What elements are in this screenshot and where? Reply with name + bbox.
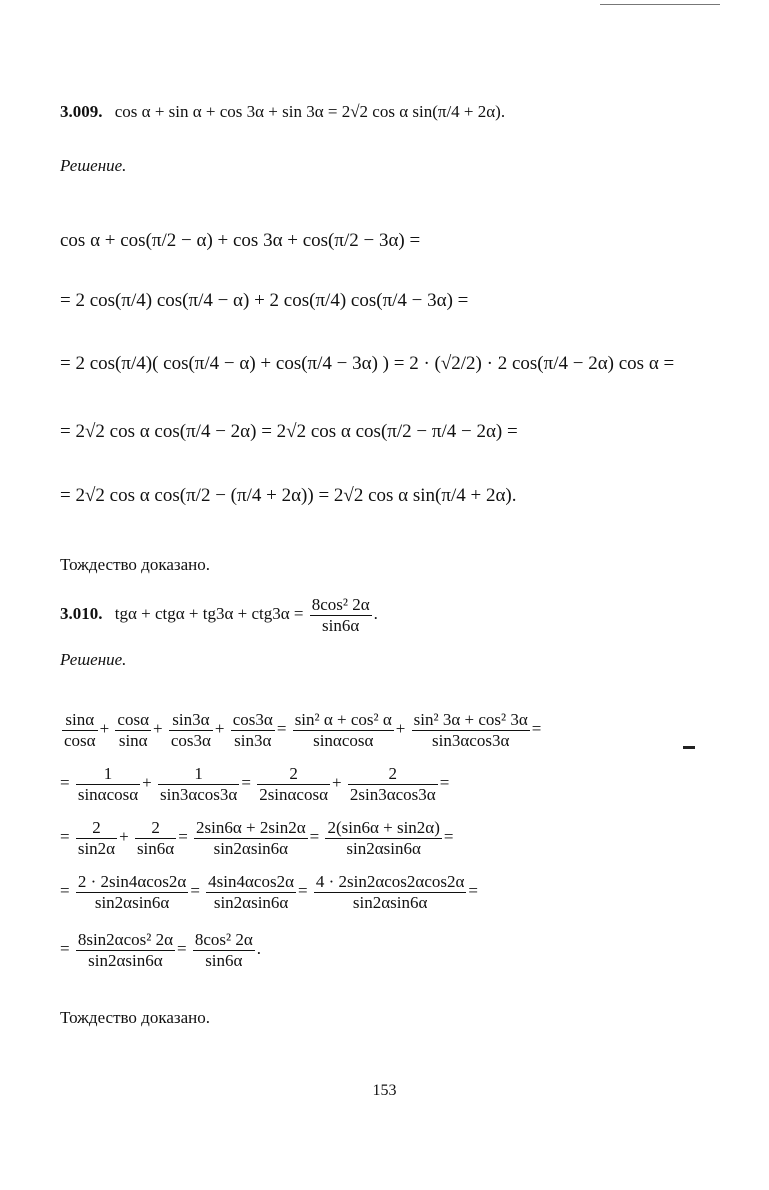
denominator: sin2αsin6α: [206, 892, 296, 913]
solution-label: Решение.: [60, 650, 127, 669]
numerator: 2: [92, 818, 101, 837]
fraction: [325, 818, 441, 858]
denominator: cos3α: [170, 730, 211, 750]
problem-statement: cos α + sin α + cos 3α + sin 3α = 2√2 cos α sin(π/4 + 2α).: [114, 102, 506, 121]
denominator: sin6α: [136, 838, 175, 858]
numerator: 1: [194, 764, 203, 783]
fraction: [158, 764, 239, 804]
fraction: [169, 710, 213, 750]
solution-label: Решение.: [60, 156, 127, 175]
numerator: 8cos² 2α: [194, 930, 253, 949]
problem-number: 3.009.: [60, 102, 103, 121]
denominator: sin6α: [310, 615, 372, 636]
problem-3009: [60, 102, 505, 122]
scan-line: [600, 4, 720, 5]
numerator: 2: [289, 764, 298, 783]
solution-line: = 2√2 cos α cos(π/2 − (π/4 + 2α)) = 2√2 cos α sin(π/4 + 2α).: [60, 485, 517, 506]
fraction: [193, 930, 255, 970]
numerator: 2: [151, 818, 160, 837]
denominator: sinαcosα: [77, 784, 139, 804]
solution-line: = $\frac{1}{\sin\alpha\cos\alpha}$ + $\frac{1}{\sin 3\alpha\cos 3\alpha}$ = $\frac{2}{2\sin\alpha\cos\alpha}$ + $\frac{2}{2\sin 3\alpha\cos 3\alpha}$ =: [60, 764, 450, 804]
denominator: sin2αsin6α: [194, 838, 308, 859]
fraction: [257, 764, 330, 804]
numerator: 4 · 2sin2αcos2αcos2α: [315, 872, 465, 891]
solution-line: = $\frac{2 \cdot 2\sin 4\alpha\cos 2\alpha}{\sin 2\alpha\sin 6\alpha}$ = $\frac{4\sin 4\alpha\cos 2\alpha}{\sin 2\alpha\sin 6\alpha}$ = $\frac{4 \cdot 2\sin 2\alpha\cos 2\alpha\cos 2\alpha}{\sin 2\alpha\sin 6\alpha}$ =: [60, 872, 478, 912]
problem-3010: [60, 595, 378, 635]
fraction: [76, 872, 188, 912]
numerator: 2: [388, 764, 398, 783]
proved-text: Тождество доказано.: [60, 1008, 210, 1027]
numerator: 2 · 2sin4αcos2α: [77, 872, 187, 891]
page-number: 153: [372, 1082, 397, 1099]
fraction: [76, 764, 140, 804]
proved-text: Тождество доказано.: [60, 555, 210, 574]
denominator: sinαcosα: [293, 730, 394, 751]
denominator: sin2α: [77, 838, 116, 858]
solution-line: = 2 cos(π/4) cos(π/4 − α) + 2 cos(π/4) cos(π/4 − 3α) =: [60, 290, 469, 311]
denominator: sin3αcos3α: [412, 730, 530, 751]
fraction: [115, 710, 151, 750]
denominator: 2sin3αcos3α: [349, 784, 436, 804]
problem-lhs: tgα + ctgα + tg3α + ctg3α =: [114, 603, 304, 623]
numerator: 2(sin6α + sin2α): [327, 818, 440, 837]
denominator: sin2αsin6α: [314, 892, 467, 913]
fraction: [348, 764, 438, 804]
numerator: 1: [103, 764, 113, 783]
numerator: sin3α: [172, 710, 210, 729]
numerator: sin² α + cos² α: [294, 710, 392, 729]
denominator: cosα: [64, 730, 96, 750]
solution-line: cos α + cos(π/2 − α) + cos 3α + cos(π/2 − 3α) =: [60, 230, 421, 251]
fraction: [314, 872, 467, 912]
numerator: 4sin4αcos2α: [208, 872, 294, 891]
denominator: sin3αcos3α: [160, 784, 238, 804]
fraction: [194, 818, 308, 858]
scan-mark: [683, 746, 695, 749]
solution-line: = 2√2 cos α cos(π/4 − 2α) = 2√2 cos α cos(π/2 − π/4 − 2α) =: [60, 421, 518, 442]
solution-line: = 2 cos(π/4)( cos(π/4 − α) + cos(π/4 − 3α) ) = 2 · (√2/2) · 2 cos(π/4 − 2α) cos α =: [60, 353, 675, 374]
fraction: [62, 710, 98, 750]
numerator: 2sin6α + 2sin2α: [196, 818, 306, 837]
denominator: sin2αsin6α: [76, 892, 188, 913]
denominator: sinα: [115, 730, 151, 751]
problem-number: 3.010.: [60, 603, 103, 623]
fraction: [293, 710, 394, 750]
fraction: [231, 710, 275, 750]
fraction: [310, 595, 372, 635]
fraction: [76, 818, 117, 858]
fraction: [206, 872, 296, 912]
numerator: cosα: [117, 710, 149, 729]
denominator: 2sinαcosα: [259, 784, 329, 804]
denominator: sin6α: [193, 950, 255, 971]
fraction: [135, 818, 176, 858]
solution-line: $\frac{\sin\alpha}{\cos\alpha}$ + $\frac{\cos\alpha}{\sin\alpha}$ + $\frac{\sin 3\alpha}{\cos 3\alpha}$ + $\frac{\cos 3\alpha}{\sin 3\alpha}$ = $\frac{\text{sin² α + cos² α}}{\sin\alpha\cos\alpha}$ + $\frac{\text{sin² 3α + cos² 3α}}{\sin 3\alpha\cos 3\alpha}$ =: [64, 710, 542, 750]
fraction: [412, 710, 530, 750]
solution-line: = $\frac{\text{8sin2αcos² 2α}}{\sin 2\alpha\sin 6\alpha}$ = $\frac{\text{8cos² 2α}}{\sin 6\alpha}$ .: [60, 930, 262, 970]
fraction: [76, 930, 175, 970]
denominator: sin3α: [231, 730, 275, 751]
denominator: sin2αsin6α: [76, 950, 175, 971]
numerator: 8sin2αcos² 2α: [77, 930, 174, 949]
numerator: 8cos² 2α: [311, 595, 370, 614]
denominator: sin2αsin6α: [325, 838, 441, 859]
solution-line: = $\frac{2}{\sin 2\alpha}$ + $\frac{2}{\sin 6\alpha}$ = $\frac{2\sin 6\alpha + 2\sin 2\alpha}{\sin 2\alpha\sin 6\alpha}$ = $\frac{2(\sin 6\alpha + \sin 2\alpha)}{\sin 2\alpha\sin 6\alpha}$ =: [60, 818, 454, 858]
numerator: cos3α: [232, 710, 273, 729]
numerator: sin² 3α + cos² 3α: [413, 710, 528, 729]
period: .: [373, 603, 378, 623]
numerator: sinα: [65, 710, 95, 729]
